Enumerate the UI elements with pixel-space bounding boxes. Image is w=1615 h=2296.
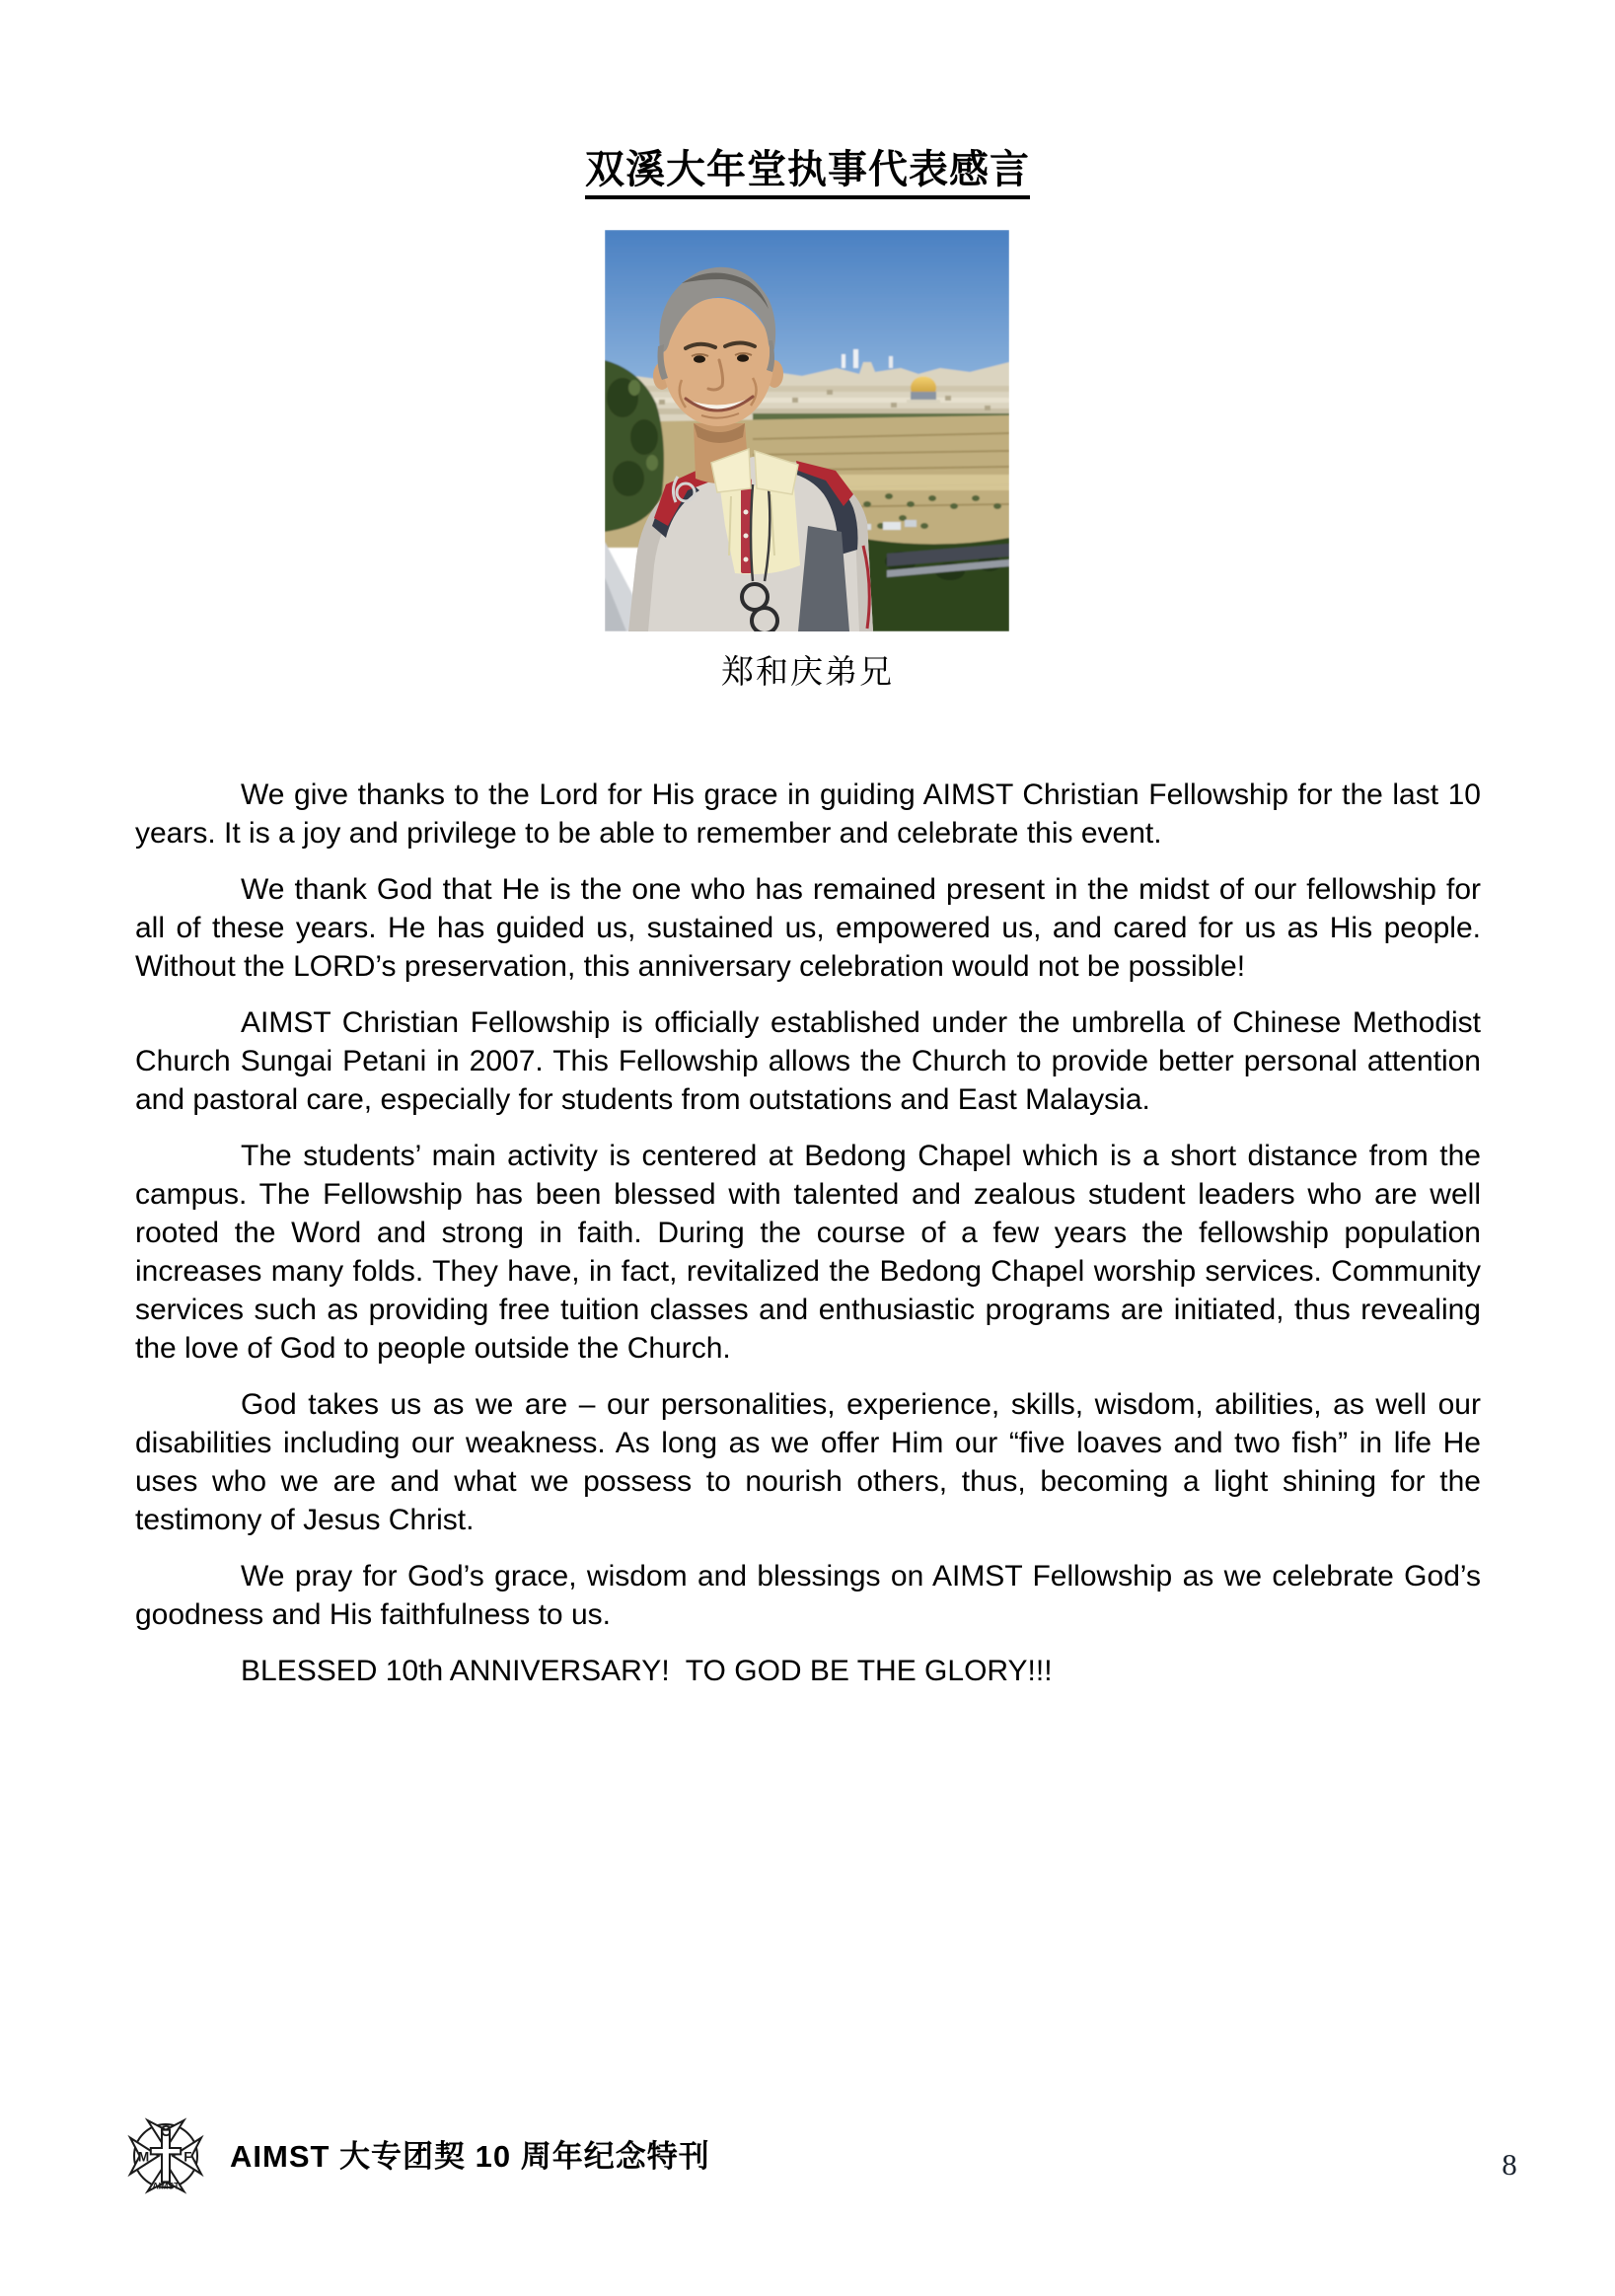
publication-title: AIMST 大专团契 10 周年纪念特刊	[230, 2139, 710, 2174]
closing-line: BLESSED 10th ANNIVERSARY! TO GOD BE THE GLORY!!!	[241, 1655, 1053, 1687]
paragraph: The students’ main activity is centered at Bedong Chapel which is a short distance from the campus. The Fellowship has been blessed with talented and zealous student leaders who are well rooted the Word and strong in faith. During the course of a few years the fellowship population increases many folds. They have, in fact, revitalized the Bedong Chapel worship services. Community services such as providing free tuition classes and enthusiastic programs are initiated, thus revealing the love of God to people outside the Church.	[135, 1140, 1481, 1365]
logo-letter-f: F	[184, 2149, 192, 2165]
logo-text-aimst: AIMST	[152, 2181, 180, 2191]
mcf-aimst-logo	[122, 2111, 209, 2201]
logo-letter-m: M	[137, 2149, 150, 2165]
page-title-text: 双溪大年堂执事代表感言	[585, 148, 1030, 199]
paragraph: We give thanks to the Lord for His grace in guiding AIMST Christian Fellowship for the last 10 years. It is a joy and privilege to be able to remember and celebrate this event.	[135, 778, 1481, 850]
mcf-cross-logo-graphic	[122, 2111, 209, 2201]
portrait-photo-graphic	[605, 230, 1009, 631]
article-body	[135, 776, 1481, 1708]
page-title	[0, 148, 1615, 199]
logo-letter-c: C	[160, 2123, 172, 2140]
photo-caption: 郑和庆弟兄	[721, 655, 894, 691]
page-number: 8	[1502, 2147, 1517, 2182]
paragraph: God takes us as we are – our personalities, experience, skills, wisdom, abilities, as well our disabilities including our weakness. As long as we offer Him our “five loaves and two fish” in life He uses who we are and what we possess to nourish others, thus, becoming a light shining for the testimony of Jesus Christ.	[135, 1388, 1481, 1536]
paragraph: We thank God that He is the one who has remained present in the midst of our fellowship for all of these years. He has guided us, sustained us, empowered us, and cared for us as His people. Without the LORD’s preservation, this anniversary celebration would not be possible!	[135, 873, 1481, 983]
paragraph: AIMST Christian Fellowship is officially established under the umbrella of Chinese Methodist Church Sungai Petani in 2007. This Fellowship allows the Church to provide better personal attention and pastoral care, especially for students from outstations and East Malaysia.	[135, 1006, 1481, 1116]
paragraph: We pray for God’s grace, wisdom and blessings on AIMST Fellowship as we celebrate God’s goodness and His faithfulness to us.	[135, 1560, 1481, 1631]
portrait-photo	[605, 230, 1009, 631]
